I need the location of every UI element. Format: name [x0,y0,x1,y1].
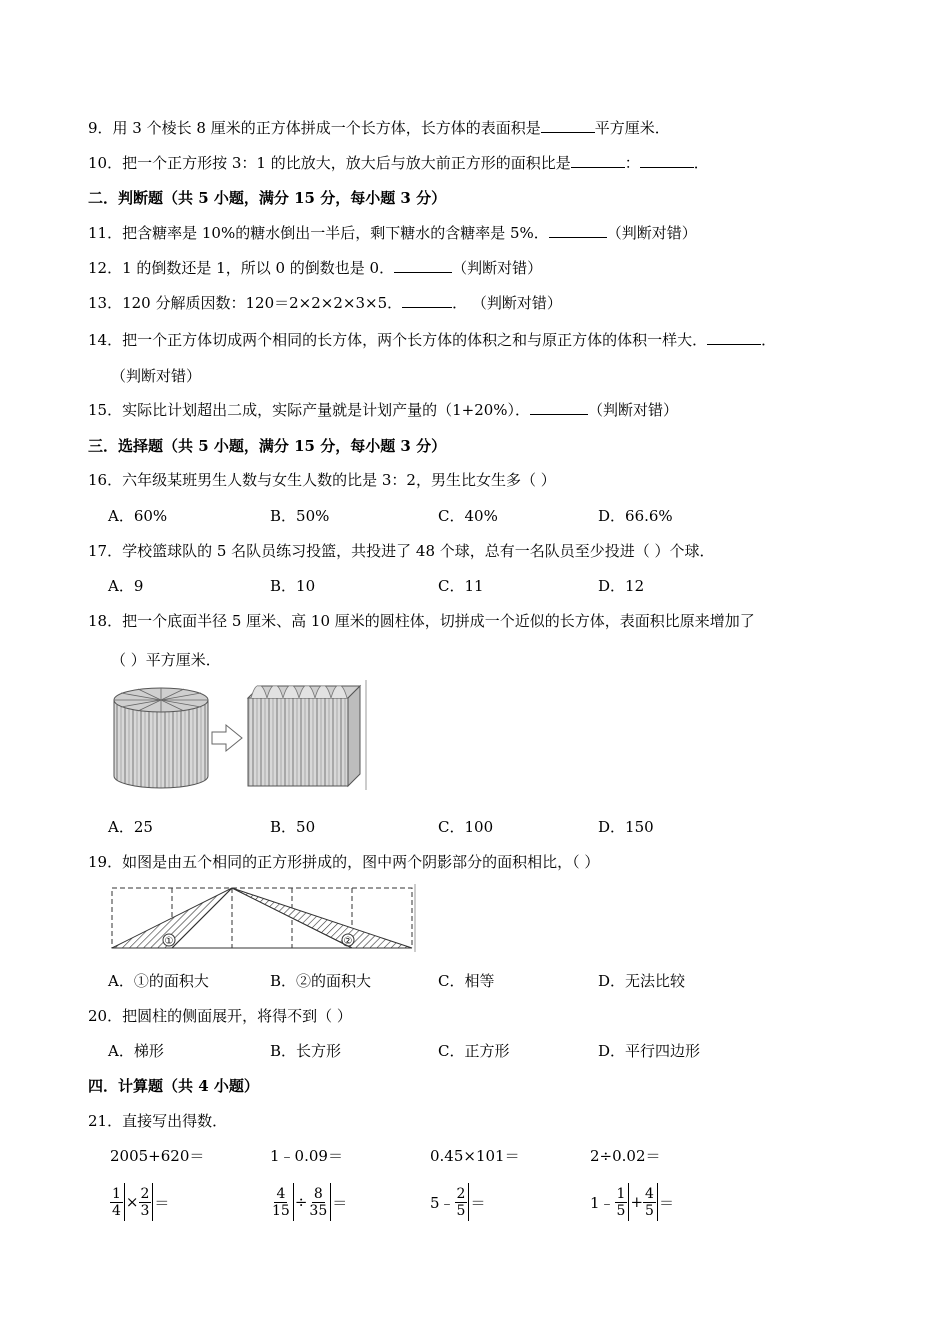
option-d[interactable]: D．12 [598,577,645,595]
option-c[interactable]: C．11 [438,577,484,595]
shaded-region-2 [232,888,412,948]
question-11 [88,223,697,243]
option-d[interactable]: D．150 [598,818,654,836]
option-d[interactable]: D．无法比较 [598,972,686,990]
option-b[interactable]: B．②的面积大 [270,972,372,990]
section-3-heading: 三．选择题（共 5 小题，满分 15 分，每小题 3 分） [88,437,447,455]
judge-hint: ． （判断对错） [452,294,562,312]
calc-item: 2÷0.02＝ [590,1147,661,1165]
fraction: $\frac{1}{4}$ [112,1185,121,1219]
calc-fraction-2: $\frac{4}{15}$ ÷ $\frac{8}{35}$ ＝ [270,1180,347,1224]
fraction: $\frac{8}{35}$ [309,1185,328,1219]
answer-blank[interactable] [640,153,694,168]
option-c[interactable]: C．正方形 [438,1042,510,1060]
question-20: 20．把圆柱的侧面展开，将得不到（ ） [88,1007,352,1025]
fraction: $\frac{4}{15}$ [272,1185,290,1219]
section-4-heading: 四．计算题（共 4 小题） [88,1077,259,1095]
question-9 [88,118,670,138]
option-c[interactable]: C．相等 [438,972,495,990]
cylinder-shape [114,688,208,788]
question-14-text: 14．把一个正方体切成两个相同的长方体，两个长方体的体积之和与原正方体的体积一样大． [88,331,708,349]
option-a[interactable]: A．①的面积大 [108,972,209,990]
question-14 [88,330,776,350]
ratio-colon: ： [624,154,640,172]
fraction: $\frac{2}{3}$ [140,1185,150,1219]
question-11-text: 11．把含糖率是 10%的糖水倒出一半后，剩下糖水的含糖率是 5%． [88,224,549,242]
cylinder-to-cuboid-figure [108,680,370,792]
question-10-text: 10．把一个正方形按 3：1 的比放大，放大后与放大前正方形的面积比是 [88,154,571,172]
option-c[interactable]: C．40% [438,507,498,525]
question-18: 18．把一个底面半径 5 厘米、高 10 厘米的圆柱体，切拼成一个近似的长方体，表面积比原来增加了 [88,612,755,630]
judge-hint: （判断对错） [588,401,679,419]
question-15 [88,400,678,420]
question-14-end: ． [761,331,777,349]
question-9-text: 9．用 3 个棱长 8 厘米的正方体拼成一个长方体，长方体的表面积是 [88,119,541,137]
question-10-end: ． [693,154,709,172]
option-b[interactable]: B．10 [270,577,316,595]
fraction: $\frac{4}{5}$ [645,1185,654,1219]
fraction: $\frac{2}{5}$ [456,1185,466,1219]
question-17: 17．学校篮球队的 5 名队员练习投篮，共投进了 48 个球，总有一名队员至少投进（ ）个球． [88,542,715,560]
option-d[interactable]: D．平行四边形 [598,1042,701,1060]
answer-blank[interactable] [541,118,595,133]
judge-hint: （判断对错） [606,224,697,242]
calc-item: 1﹣0.09＝ [270,1147,343,1165]
question-18-tail: （ ）平方厘米． [111,651,221,669]
question-13 [88,293,562,313]
judge-hint: （判断对错） [111,367,202,385]
arrow-icon [212,725,242,751]
label-2: ② [343,936,353,947]
judge-hint: （判断对错） [452,259,543,277]
calc-item: 2005+620＝ [110,1147,205,1165]
option-b[interactable]: B．50 [270,818,316,836]
calc-fraction-4: 1﹣ $\frac{1}{5}$ + $\frac{4}{5}$ ＝ [590,1180,674,1224]
question-19: 19．如图是由五个相同的正方形拼成的，图中两个阴影部分的面积相比，（ ） [88,853,600,871]
option-c[interactable]: C．100 [438,818,494,836]
answer-blank[interactable] [530,400,588,415]
answer-blank[interactable] [571,153,625,168]
option-a[interactable]: A．梯形 [108,1042,164,1060]
calc-fraction-3: 5﹣ $\frac{2}{5}$ ＝ [430,1180,485,1224]
answer-blank[interactable] [394,258,452,273]
question-9-end: 平方厘米． [594,119,670,137]
answer-blank[interactable] [402,293,452,308]
question-12 [88,258,542,278]
question-16: 16．六年级某班男生人数与女生人数的比是 3：2，男生比女生多（ ） [88,471,556,489]
five-squares-figure [108,884,418,954]
question-15-text: 15．实际比计划超出二成，实际产量就是计划产量的（1+20%）． [88,401,531,419]
answer-blank[interactable] [707,330,761,345]
calc-fraction-1: $\frac{1}{4}$ × $\frac{2}{3}$ ＝ [110,1180,169,1224]
option-a[interactable]: A．9 [108,577,144,595]
question-10 [88,153,709,173]
option-d[interactable]: D．66.6% [598,507,673,525]
cuboid-shape [248,686,360,786]
option-b[interactable]: B．50% [270,507,330,525]
option-b[interactable]: B．长方形 [270,1042,342,1060]
label-1: ① [164,936,174,947]
section-2-heading: 二．判断题（共 5 小题，满分 15 分，每小题 3 分） [88,189,447,207]
question-21: 21．直接写出得数． [88,1112,228,1130]
question-12-text: 12．1 的倒数还是 1，所以 0 的倒数也是 0． [88,259,395,277]
fraction: $\frac{1}{5}$ [616,1185,626,1219]
calc-item: 0.45×101＝ [430,1147,520,1165]
option-a[interactable]: A．25 [108,818,153,836]
answer-blank[interactable] [549,223,607,238]
option-a[interactable]: A．60% [108,507,168,525]
question-13-text: 13．120 分解质因数：120＝2×2×2×3×5． [88,294,403,312]
